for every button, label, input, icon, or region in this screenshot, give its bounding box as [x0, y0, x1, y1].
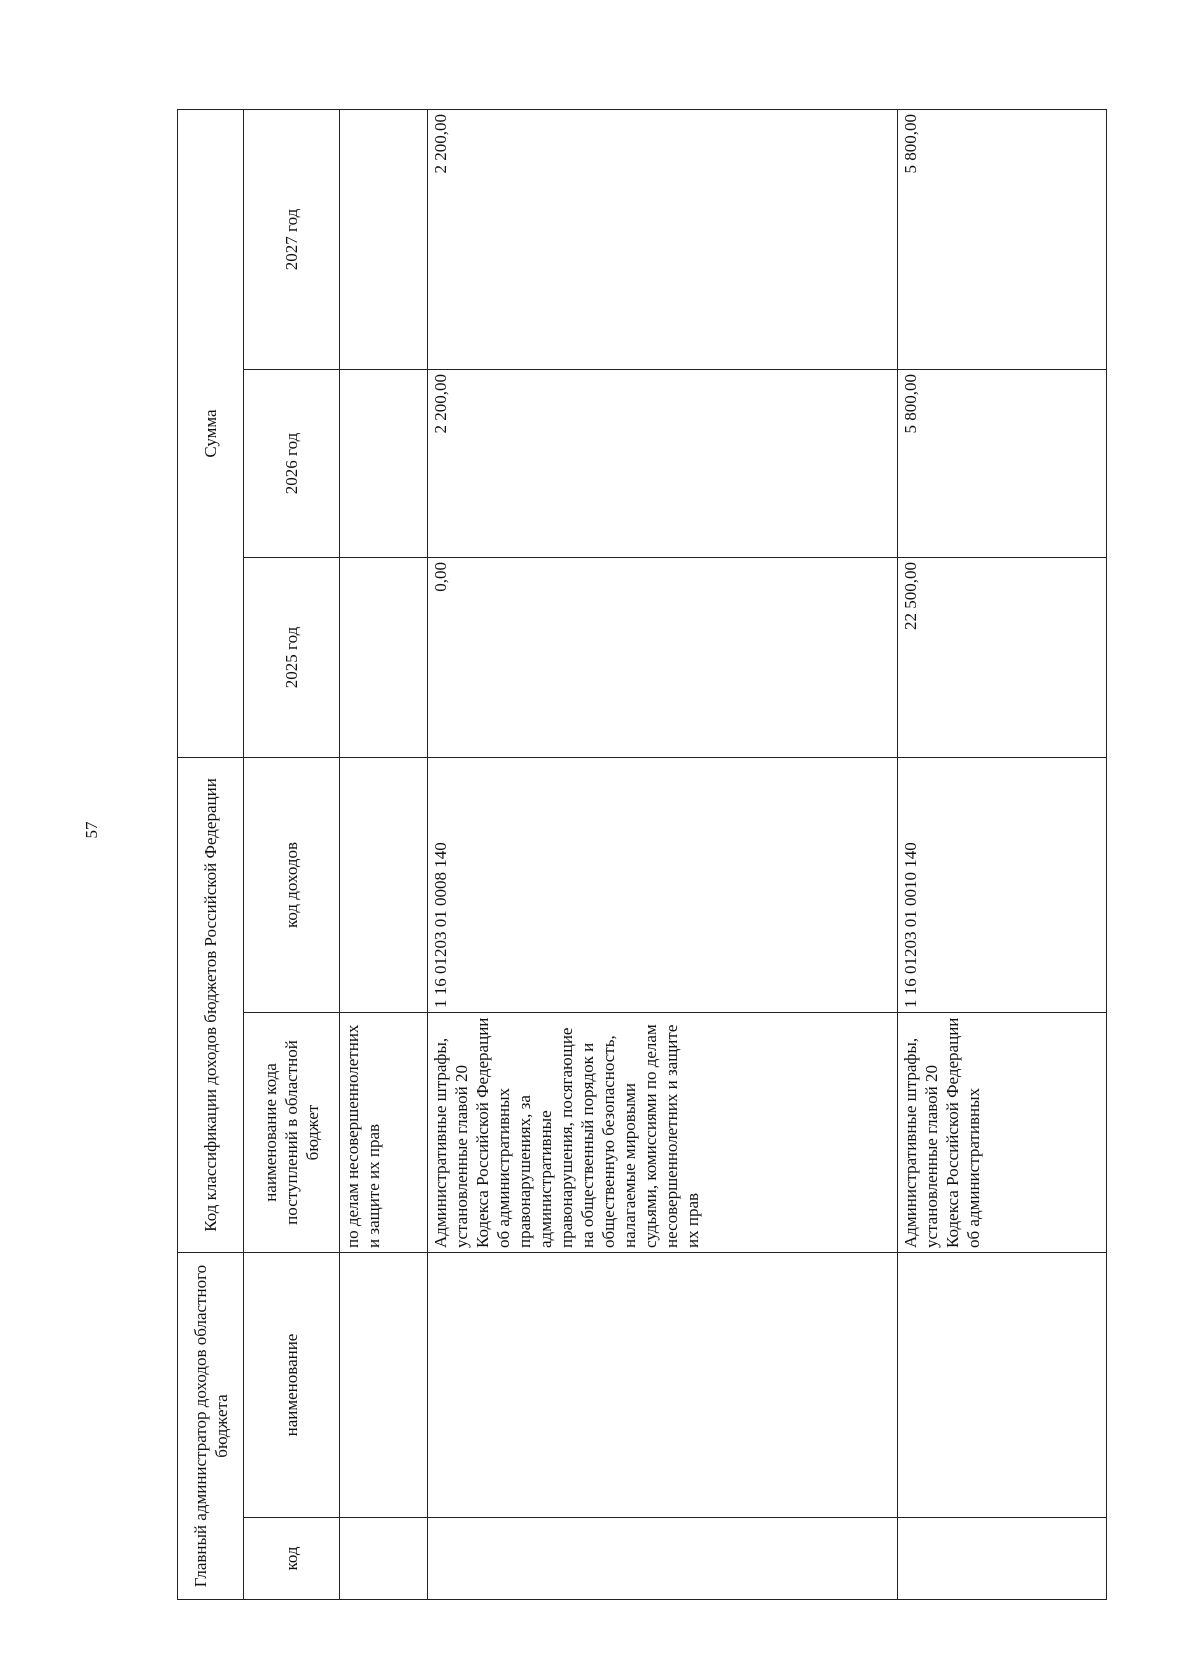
header-row-columns [244, 109, 340, 1599]
cell-income-code [340, 757, 428, 1012]
header-income-code: код доходов [244, 757, 340, 1012]
cell-2026: 5 800,00 [898, 369, 1107, 557]
cell-code [428, 1518, 898, 1600]
cell-code [340, 1518, 428, 1600]
cell-name [340, 1253, 428, 1518]
header-admin-group: Главный администратор доходов областного бюджета [178, 1253, 244, 1600]
table-row [428, 109, 898, 1599]
header-code: код [244, 1518, 340, 1600]
cell-2025 [340, 557, 428, 757]
cell-income-code: 1 16 01203 01 0010 140 [898, 757, 1107, 1012]
header-2027: 2027 год [244, 109, 340, 369]
cell-2027 [340, 109, 428, 369]
header-2026: 2026 год [244, 369, 340, 557]
table-row [898, 109, 1107, 1599]
table-row [340, 109, 428, 1599]
cell-2026: 2 200,00 [428, 369, 898, 557]
page-number: 57 [82, 821, 101, 839]
header-2025: 2025 год [244, 557, 340, 757]
header-sum-group: Сумма [178, 109, 244, 757]
header-row-groups [178, 109, 244, 1599]
cell-income-name: Административные штрафы, установленные главой 20 Кодекса Российской Федерации об административных правонарушениях, за административные правонарушения, посягающие на общественный порядок и общественную безопасность, налагаемые мировыми судьями, комиссиями по делам несовершеннолетних и защите их прав [428, 1013, 898, 1253]
cell-2026 [340, 369, 428, 557]
cell-income-name: по делам несовершеннолетних и защите их прав [340, 1013, 428, 1253]
header-classification-group: Код классификации доходов бюджетов Российской Федерации [178, 757, 244, 1252]
cell-name [898, 1253, 1107, 1518]
cell-2027: 2 200,00 [428, 109, 898, 369]
cell-code [898, 1518, 1107, 1600]
budget-table [177, 109, 1107, 1600]
budget-table-container [177, 110, 1107, 1600]
budget-table-rotated [177, 110, 1107, 1600]
header-name: наименование [244, 1253, 340, 1518]
cell-2027: 5 800,00 [898, 109, 1107, 369]
cell-income-name: Административные штрафы, установленные главой 20 Кодекса Российской Федерации об административных [898, 1013, 1107, 1253]
cell-2025: 22 500,00 [898, 557, 1107, 757]
header-income-name: наименование кода поступлений в областной бюджет [244, 1013, 340, 1253]
cell-name [428, 1253, 898, 1518]
cell-2025: 0,00 [428, 557, 898, 757]
cell-income-code: 1 16 01203 01 0008 140 [428, 757, 898, 1012]
